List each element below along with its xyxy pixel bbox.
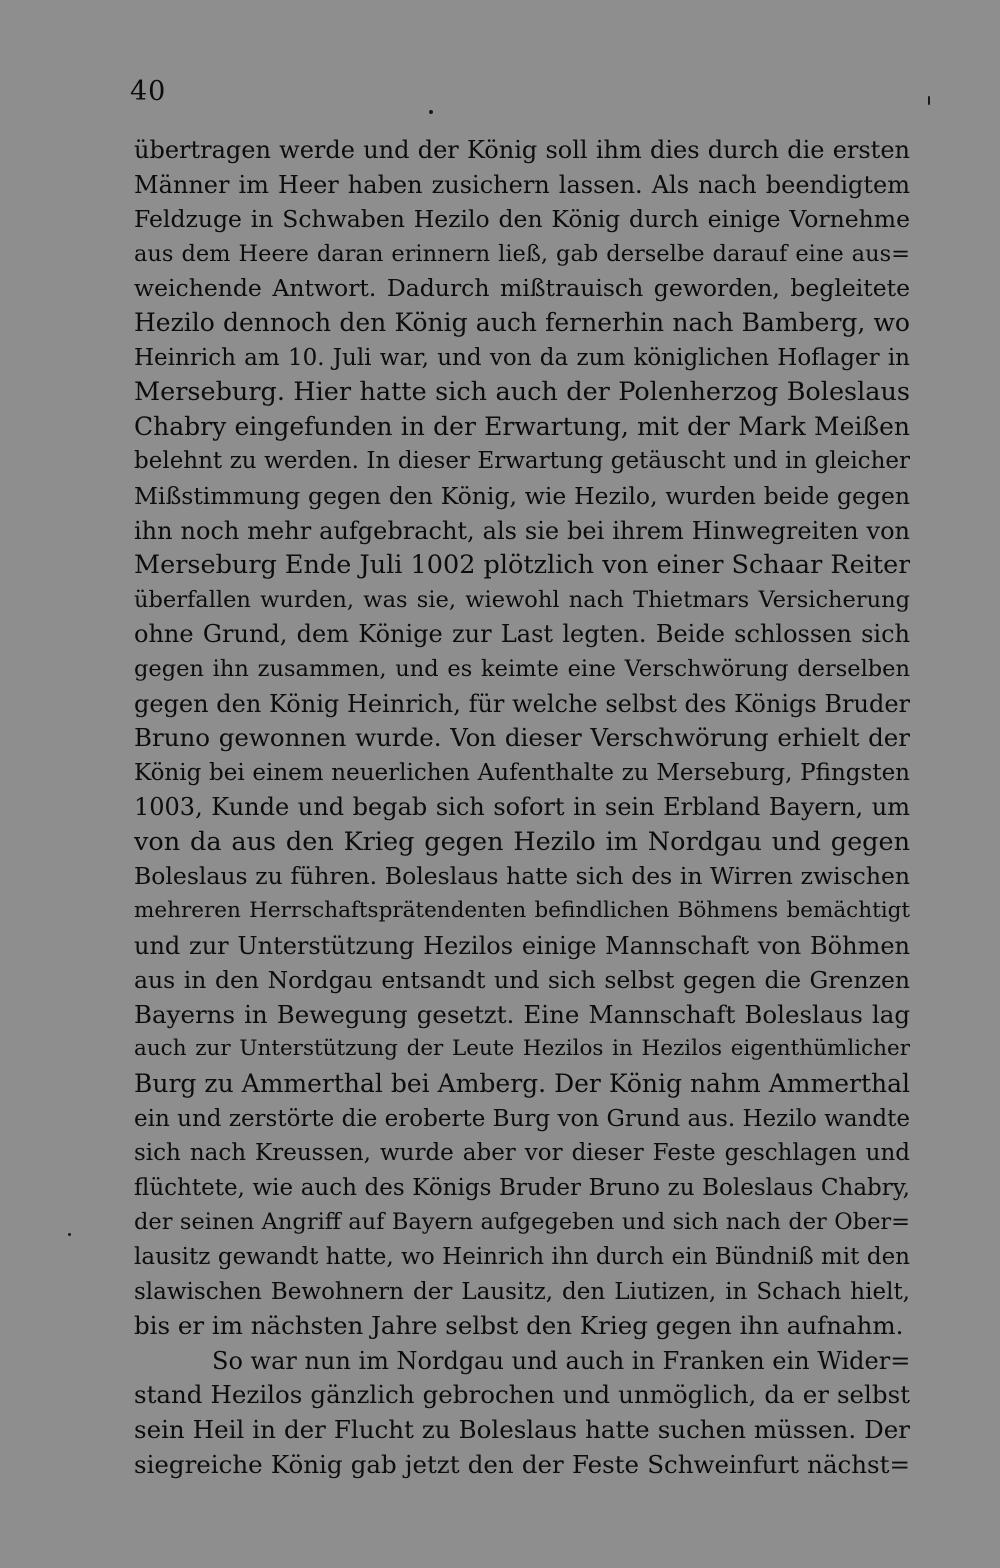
print-speck — [68, 1233, 71, 1236]
text-line: Hezilo dennoch den König auch fernerhin nach Bamberg, wo — [134, 307, 910, 337]
text-line: belehnt zu werden. In dieser Erwartung getäuscht und in gleicher — [134, 448, 910, 475]
text-line: flüchtete, wie auch des Königs Bruder Bruno zu Boleslaus Chabry, — [134, 1174, 910, 1201]
text-line: Burg zu Ammerthal bei Amberg. Der König nahm Ammerthal — [134, 1069, 910, 1099]
text-line: Männer im Heer haben zusichern lassen. Als nach beendigtem — [134, 170, 910, 199]
text-line: König bei einem neuerlichen Aufenthalte zu Merseburg, Pfingsten — [134, 759, 910, 786]
text-line: slawischen Bewohnern der Lausitz, den Liutizen, in Schach hielt, — [134, 1278, 910, 1305]
print-speck — [928, 96, 930, 105]
text-line-paragraph-start: So war nun im Nordgau und auch in Franken ein Wider= — [212, 1346, 910, 1375]
text-line: ein und zerstörte die eroberte Burg von Grund aus. Hezilo wandte — [134, 1105, 910, 1132]
text-line: Feldzuge in Schwaben Hezilo den König durch einige Vornehme — [134, 205, 910, 234]
text-line-paragraph-end: bis er im nächsten Jahre selbst den Krieg gegen ihn aufnahm. — [134, 1311, 904, 1341]
text-line: lausitz gewandt hatte, wo Heinrich ihn durch ein Bündniß mit den — [134, 1244, 910, 1270]
text-line: Chabry eingefunden in der Erwartung, mit der Mark Meißen — [134, 411, 910, 441]
text-line: siegreiche König gab jetzt den der Feste Schweinfurt nächst= — [134, 1449, 910, 1479]
text-line: sein Heil in der Flucht zu Boleslaus hatte suchen müssen. Der — [134, 1414, 910, 1444]
page-number: 40 — [130, 76, 167, 107]
text-line: aus in den Nordgau entsandt und sich selbst gegen die Grenzen — [134, 966, 910, 995]
text-line: gegen den König Heinrich, für welche selbst des Königs Bruder — [134, 689, 910, 718]
text-line: überfallen wurden, was sie, wiewohl nach Thietmars Versicherung — [134, 586, 910, 613]
text-line: stand Hezilos gänzlich gebrochen und unmöglich, da er selbst — [134, 1380, 910, 1410]
text-line: ihn noch mehr aufgebracht, als sie bei ihrem Hinwegreiten von — [134, 516, 910, 545]
text-line: aus dem Heere daran erinnern ließ, gab derselbe darauf eine aus= — [134, 240, 910, 267]
text-line: Heinrich am 10. Juli war, und von da zum königlichen Hoflager in — [134, 344, 910, 371]
text-line: Bayerns in Bewegung gesetzt. Eine Mannschaft Boleslaus lag — [134, 999, 910, 1029]
text-line: Mißstimmung gegen den König, wie Hezilo, wurden beide gegen — [134, 481, 910, 510]
text-line: von da aus den Krieg gegen Hezilo im Nordgau und gegen — [134, 826, 910, 857]
text-line: weichende Antwort. Dadurch mißtrauisch geworden, begleitete — [134, 274, 910, 303]
text-line: mehreren Herrschaftsprätendenten befindlichen Böhmens bemächtigt — [134, 898, 910, 924]
text-line: übertragen werde und der König soll ihm dies durch die ersten — [134, 136, 910, 164]
text-line: Bruno gewonnen wurde. Von dieser Verschwörung erhielt der — [134, 723, 910, 753]
text-line: auch zur Unterstützung der Leute Hezilos in Hezilos eigenthümlicher — [134, 1036, 910, 1062]
text-line: sich nach Kreussen, wurde aber vor dieser Feste geschlagen und — [134, 1140, 910, 1167]
text-line: gegen ihn zusammen, und es keimte eine Verschwörung derselben — [134, 655, 910, 682]
text-line: ohne Grund, dem Könige zur Last legten. Beide schlossen sich — [134, 620, 910, 649]
text-line: und zur Unterstützung Hezilos einige Mannschaft von Böhmen — [134, 931, 910, 960]
body-text — [134, 133, 910, 1482]
print-speck — [429, 110, 433, 114]
text-line: der seinen Angriff auf Bayern aufgegeben und sich nach der Ober= — [134, 1209, 910, 1236]
text-line: Merseburg. Hier hatte sich auch der Polenherzog Boleslaus — [134, 377, 910, 408]
text-line: Boleslaus zu führen. Boleslaus hatte sich des in Wirren zwischen — [134, 862, 910, 891]
text-line: 1003, Kunde und begab sich sofort in sein Erbland Bayern, um — [134, 793, 910, 822]
text-line: Merseburg Ende Juli 1002 plötzlich von einer Schaar Reiter — [134, 550, 910, 581]
